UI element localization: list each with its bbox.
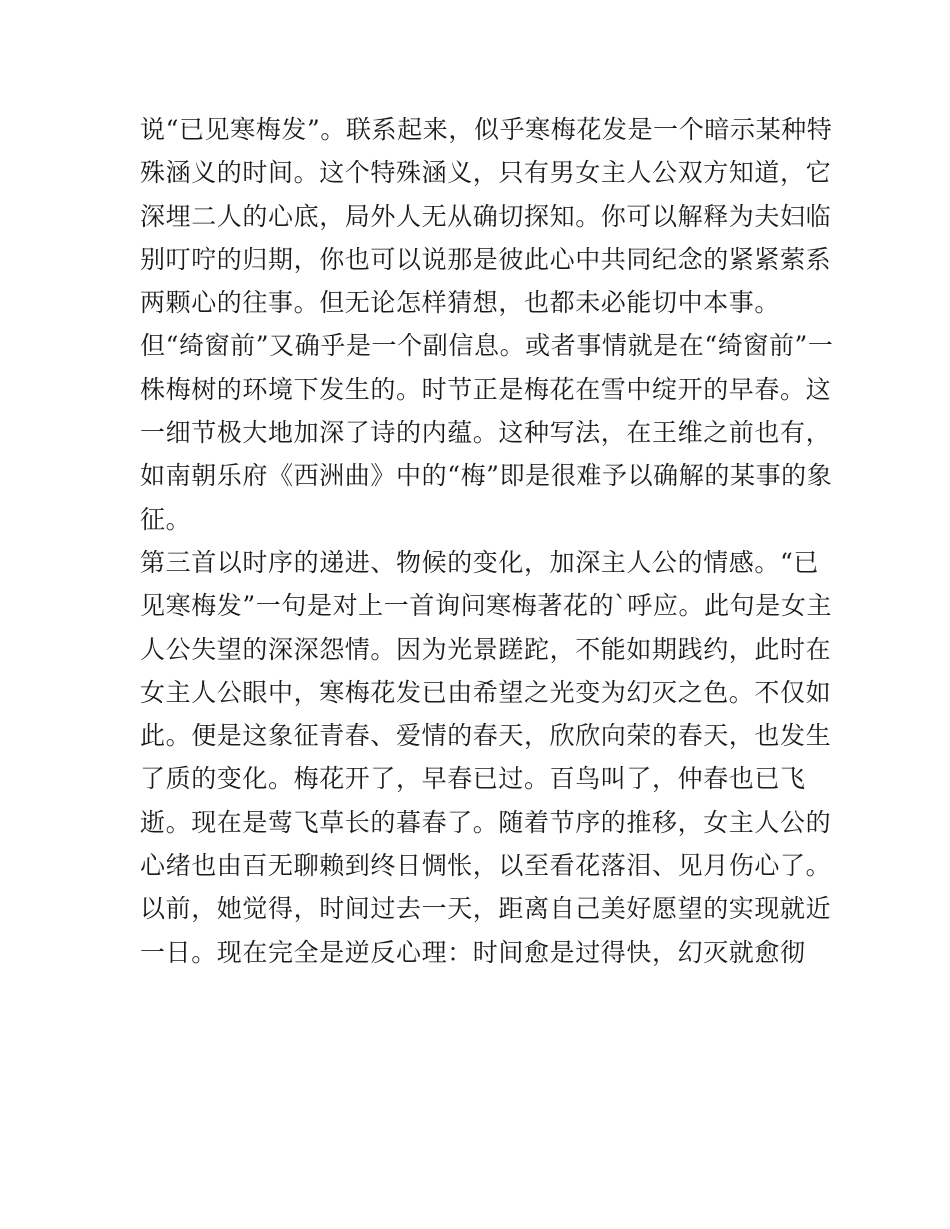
text-line: 心绪也由百无聊赖到终日惆怅，以至看花落泪、见月伤心了。 [140, 851, 832, 881]
text-line: 别叮咛的归期，你也可以说那是彼此心中共同纪念的紧紧萦系 [140, 244, 832, 274]
text-line: 征。 [140, 504, 192, 534]
text-line: 深埋二人的心底，局外人无从确切探知。你可以解释为夫妇临 [140, 201, 832, 231]
text-line: 两颗心的往事。但无论怎样猜想，也都未必能切中本事。 [140, 288, 781, 318]
text-line: 但“绮窗前”又确乎是一个副信息。或者事情就是在“绮窗前”一 [140, 331, 834, 361]
text-line: 人公失望的深深怨情。因为光景蹉跎，不能如期践约，此时在 [140, 634, 832, 664]
text-line: 说“已见寒梅发”。联系起来，似乎寒梅花发是一个暗示某种特 [140, 115, 833, 144]
text-line: 一细节极大地加深了诗的内蕴。这种写法，在王维之前也有， [140, 418, 832, 448]
text-line: 女主人公眼中，寒梅花发已由希望之光变为幻灭之色。不仅如 [140, 677, 832, 707]
body-text [140, 108, 834, 974]
text-line: 以前，她觉得，时间过去一天，距离自己美好愿望的实现就近 [140, 894, 832, 924]
text-line: 逝。现在是莺飞草长的暮春了。随着节序的推移，女主人公的 [140, 807, 832, 837]
text-line: 殊涵义的时间。这个特殊涵义，只有男女主人公双方知道，它 [140, 158, 832, 188]
text-line: 第三首以时序的递进、物候的变化，加深主人公的情感。“已 [140, 547, 819, 577]
text-line: 如南朝乐府《西洲曲》中的“梅”即是很难予以确解的某事的象 [140, 461, 833, 491]
text-line: 见寒梅发”一句是对上一首询问寒梅著花的`呼应。此句是女主 [140, 591, 833, 621]
text-line: 株梅树的环境下发生的。时节正是梅花在雪中绽开的早春。这 [140, 374, 832, 404]
text-line: 了质的变化。梅花开了，早春已过。百鸟叫了，仲春也已飞 [140, 764, 806, 794]
text-line: 此。便是这象征青春、爱情的春天，欣欣向荣的春天，也发生 [140, 721, 832, 751]
text-line: 一日。现在完全是逆反心理：时间愈是过得快，幻灭就愈彻 [140, 937, 806, 967]
